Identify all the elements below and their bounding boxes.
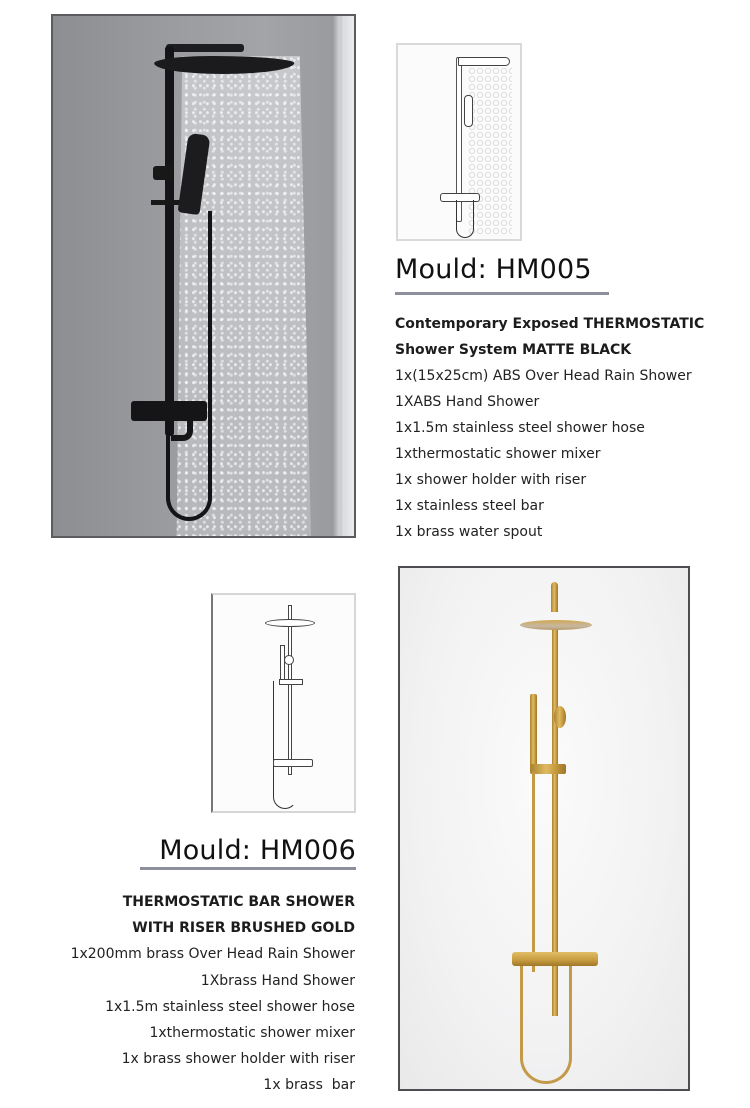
sketch-hose	[456, 200, 474, 238]
product-description-hm006	[30, 889, 355, 1099]
component-item: 1xthermostatic shower mixer	[395, 446, 601, 462]
component-item: 1x stainless steel bar	[395, 498, 544, 514]
component-item: 1x brass water spout	[395, 524, 543, 540]
product-sketch-hm006	[211, 593, 356, 813]
hand-shower-holder	[530, 764, 566, 774]
component-item: 1Xbrass Hand Shower	[200, 972, 355, 989]
mould-title-hm005: Mould: HM005	[395, 254, 592, 285]
rain-shower-head	[520, 620, 592, 630]
water-spout	[171, 419, 193, 441]
hand-shower	[530, 694, 537, 772]
shower-hose	[166, 211, 212, 521]
component-item: 1x1.5m stainless steel shower hose	[105, 998, 355, 1015]
wall-bracket	[554, 706, 566, 728]
component-item: 1XABS Hand Shower	[395, 394, 540, 410]
product-title-line-1: Contemporary Exposed THERMOSTATIC	[395, 316, 705, 332]
product-title-line-1: THERMOSTATIC BAR SHOWER	[122, 894, 355, 910]
component-item: 1x1.5m stainless steel shower hose	[395, 420, 645, 436]
component-item: 1x200mm brass Over Head Rain Shower	[70, 946, 355, 963]
sketch-wall-bracket	[284, 655, 294, 665]
shower-arm	[551, 582, 558, 612]
sketch-mixer	[273, 759, 313, 767]
product-photo-hm005	[51, 14, 356, 538]
sketch-shower-head	[265, 619, 315, 627]
component-item: 1x brass shower holder with riser	[121, 1051, 355, 1068]
mould-title-hm006: Mould: HM006	[159, 835, 356, 866]
product-sketch-hm005	[396, 43, 522, 241]
component-item: 1x(15x25cm) ABS Over Head Rain Shower	[395, 368, 692, 384]
title-underline	[140, 867, 356, 870]
thermostatic-mixer	[512, 952, 598, 966]
shower-hose-loop	[520, 964, 572, 1084]
sketch-water-spray	[468, 67, 512, 235]
sketch-hand-shower	[464, 95, 473, 127]
component-item: 1xthermostatic shower mixer	[149, 1025, 355, 1042]
sketch-shower-head	[458, 57, 510, 66]
component-item: 1x shower holder with riser	[395, 472, 587, 488]
title-underline	[395, 292, 609, 295]
glass-panel-edge	[342, 16, 354, 536]
thermostatic-mixer	[131, 401, 207, 421]
shower-hose	[532, 772, 535, 972]
hand-shower-holder	[153, 166, 173, 180]
product-photo-hm006	[398, 566, 690, 1091]
product-title-line-2: WITH RISER BRUSHED GOLD	[132, 920, 355, 937]
sketch-hose	[273, 681, 297, 809]
component-item: 1x brass bar	[263, 1077, 355, 1094]
product-title-line-2: Shower System MATTE BLACK	[395, 342, 632, 358]
product-description-hm005	[395, 311, 725, 545]
shower-arm	[166, 44, 244, 52]
